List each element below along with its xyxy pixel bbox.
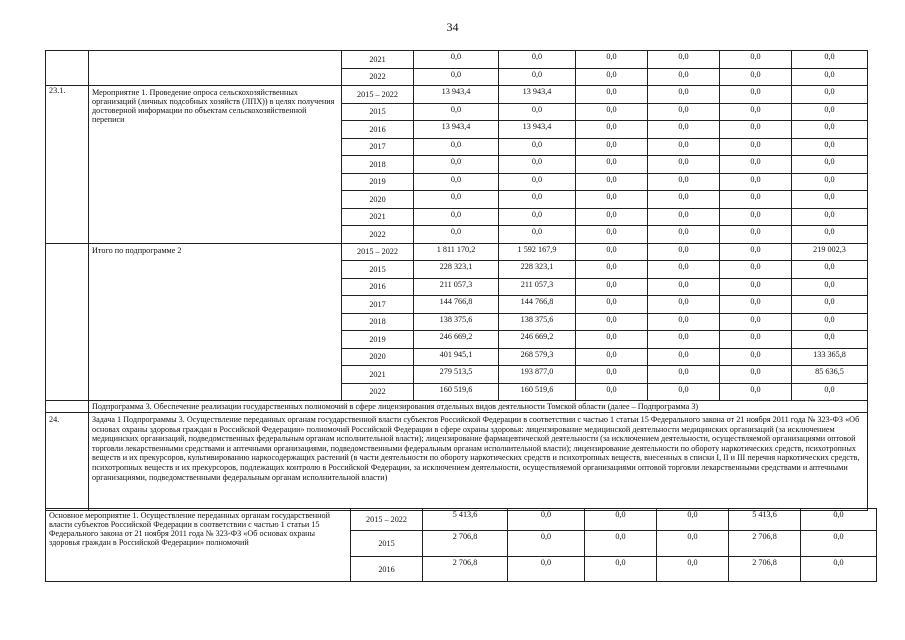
value-cell: 0,0 [657, 531, 729, 557]
value-cell: 138 375,6 [414, 313, 499, 331]
value-cell: 0,0 [585, 509, 657, 531]
value-cell: 0,0 [792, 261, 868, 279]
value-cell: 2 706,8 [729, 557, 801, 582]
value-cell: 193 877,0 [499, 366, 576, 384]
year-cell: 2016 [342, 121, 414, 139]
table-row [46, 243, 868, 261]
value-cell: 219 002,3 [792, 243, 868, 261]
value-cell: 0,0 [414, 68, 499, 86]
year-cell: 2019 [342, 173, 414, 191]
value-cell: 0,0 [801, 531, 877, 557]
value-cell: 0,0 [499, 173, 576, 191]
value-cell: 211 057,3 [414, 278, 499, 296]
value-cell: 0,0 [792, 278, 868, 296]
budget-table-lower [45, 508, 877, 582]
value-cell: 0,0 [576, 366, 648, 384]
value-cell: 0,0 [720, 366, 792, 384]
value-cell: 133 365,8 [792, 348, 868, 366]
value-cell: 0,0 [792, 191, 868, 209]
value-cell: 1 592 167,9 [499, 243, 576, 261]
value-cell: 0,0 [720, 191, 792, 209]
value-cell: 0,0 [648, 383, 720, 401]
value-cell: 0,0 [585, 531, 657, 557]
value-cell: 0,0 [585, 557, 657, 582]
number-cell: 24. [46, 413, 89, 511]
value-cell: 0,0 [414, 173, 499, 191]
value-cell: 0,0 [720, 296, 792, 314]
value-cell: 0,0 [499, 226, 576, 244]
value-cell: 0,0 [792, 383, 868, 401]
value-cell: 0,0 [720, 51, 792, 69]
value-cell: 13 943,4 [499, 121, 576, 139]
value-cell: 0,0 [720, 138, 792, 156]
value-cell: 0,0 [648, 173, 720, 191]
value-cell: 0,0 [792, 173, 868, 191]
total-label-cell: Итого по подпрограмме 2 [89, 243, 342, 401]
value-cell: 0,0 [576, 296, 648, 314]
value-cell: 0,0 [648, 366, 720, 384]
value-cell: 0,0 [801, 557, 877, 582]
value-cell: 0,0 [648, 331, 720, 349]
table-row [46, 51, 868, 69]
value-cell: 0,0 [576, 103, 648, 121]
value-cell: 0,0 [576, 313, 648, 331]
value-cell: 0,0 [648, 156, 720, 174]
value-cell: 13 943,4 [414, 86, 499, 104]
value-cell: 0,0 [720, 226, 792, 244]
number-cell [46, 51, 89, 86]
value-cell: 0,0 [648, 68, 720, 86]
value-cell: 13 943,4 [499, 86, 576, 104]
value-cell: 0,0 [648, 121, 720, 139]
value-cell: 0,0 [792, 296, 868, 314]
value-cell: 0,0 [720, 243, 792, 261]
number-cell [46, 243, 89, 401]
value-cell: 0,0 [576, 121, 648, 139]
value-cell: 246 669,2 [414, 331, 499, 349]
value-cell: 0,0 [648, 208, 720, 226]
year-cell: 2015 – 2022 [342, 86, 414, 104]
value-cell: 13 943,4 [414, 121, 499, 139]
year-cell: 2015 [351, 531, 423, 557]
year-cell: 2018 [342, 156, 414, 174]
value-cell: 0,0 [720, 86, 792, 104]
value-cell: 0,0 [576, 138, 648, 156]
value-cell: 0,0 [648, 278, 720, 296]
value-cell: 0,0 [576, 68, 648, 86]
value-cell: 0,0 [792, 156, 868, 174]
value-cell: 0,0 [792, 103, 868, 121]
value-cell: 2 706,8 [423, 531, 508, 557]
value-cell: 0,0 [648, 86, 720, 104]
value-cell: 0,0 [499, 51, 576, 69]
value-cell: 0,0 [414, 191, 499, 209]
value-cell: 0,0 [792, 86, 868, 104]
year-cell: 2022 [342, 226, 414, 244]
value-cell: 0,0 [508, 509, 585, 531]
value-cell: 160 519,6 [414, 383, 499, 401]
year-cell: 2022 [342, 68, 414, 86]
task-row [46, 413, 868, 511]
value-cell: 0,0 [576, 226, 648, 244]
year-cell: 2020 [342, 191, 414, 209]
value-cell: 0,0 [576, 243, 648, 261]
year-cell: 2021 [342, 366, 414, 384]
value-cell: 279 513,5 [414, 366, 499, 384]
value-cell: 0,0 [414, 51, 499, 69]
value-cell: 2 706,8 [423, 557, 508, 582]
value-cell: 0,0 [792, 138, 868, 156]
description-cell: Мероприятие 1. Проведение опроса сельскохозяйственных организаций (личных подсобных хозяйств (ЛПХ)) в целях получения достоверной информации по объектам сельскохозяйственной переписи [89, 86, 342, 244]
value-cell: 0,0 [414, 208, 499, 226]
task-description: Задача 1 Подпрограммы 3. Осуществление переданных органам государственной власти субъектов Российской Федерации в соответствии с частью 1 статьи 15 Федерального закона от 21 ноября 2011 года № 323-ФЗ «Об основах охраны здоровья граждан в Российской Федерации» полномочий Российской Федерации в сфере охраны здоровья: лицензирование медицинской деятельности медицинских организаций (за исключением медицинских организаций, подведомственных федеральным органам исполнительной власти); лицензирование фармацевтической деятельности (за исключением деятельности, осуществляемой организациями оптовой торговли лекарственными средствами и аптечными организациями, подведомственными федеральным органам исполнительной власти); лицензирование деятельности по обороту наркотических средств, психотропных веществ и их прекурсоров, культивированию наркосодержащих растений (в части деятельности по обороту наркотических средств и психотропных веществ, внесенных в списки I, II и III перечня наркотических средств, психотропных веществ и их прекурсоров, подлежащих контролю в Российской Федерации, за исключением деятельности, осуществляемой организациями оптовой торговли лекарственными средствами и аптечными организациями, подведомственными федеральным органам исполнительной власти) [89, 413, 868, 511]
budget-table-upper [45, 50, 868, 511]
value-cell: 0,0 [720, 278, 792, 296]
value-cell: 0,0 [414, 226, 499, 244]
number-cell [46, 401, 89, 413]
value-cell: 0,0 [648, 226, 720, 244]
page-number: 34 [446, 20, 459, 34]
value-cell: 0,0 [499, 208, 576, 226]
value-cell: 0,0 [720, 348, 792, 366]
value-cell: 0,0 [648, 313, 720, 331]
value-cell: 0,0 [720, 331, 792, 349]
value-cell: 268 579,3 [499, 348, 576, 366]
value-cell: 2 706,8 [729, 531, 801, 557]
value-cell: 0,0 [792, 313, 868, 331]
year-cell: 2015 – 2022 [342, 243, 414, 261]
year-cell: 2022 [342, 383, 414, 401]
value-cell: 144 766,8 [414, 296, 499, 314]
value-cell: 0,0 [720, 173, 792, 191]
value-cell: 0,0 [648, 51, 720, 69]
value-cell: 5 413,6 [729, 509, 801, 531]
value-cell: 0,0 [792, 226, 868, 244]
value-cell: 0,0 [576, 156, 648, 174]
year-cell: 2021 [342, 51, 414, 69]
description-cell: Основное мероприятие 1. Осуществление переданных органам государственной власти субъектов Российской Федерации в соответствии с частью 1 статьи 15 Федерального закона от 21 ноября 2011 года № 323-ФЗ «Об основах охраны здоровья граждан в Российской Федерации» полномочий [46, 509, 351, 582]
value-cell: 0,0 [576, 261, 648, 279]
value-cell: 160 519,6 [499, 383, 576, 401]
year-cell: 2015 [342, 103, 414, 121]
value-cell: 0,0 [801, 509, 877, 531]
value-cell: 0,0 [576, 278, 648, 296]
value-cell: 0,0 [576, 51, 648, 69]
value-cell: 0,0 [576, 348, 648, 366]
value-cell: 0,0 [720, 261, 792, 279]
value-cell: 0,0 [576, 191, 648, 209]
value-cell: 0,0 [576, 331, 648, 349]
value-cell: 228 323,1 [499, 261, 576, 279]
year-cell: 2021 [342, 208, 414, 226]
description-cell [89, 51, 342, 86]
value-cell: 5 413,6 [423, 509, 508, 531]
year-cell: 2020 [342, 348, 414, 366]
value-cell: 0,0 [414, 138, 499, 156]
value-cell: 0,0 [414, 103, 499, 121]
year-cell: 2019 [342, 331, 414, 349]
value-cell: 0,0 [720, 103, 792, 121]
year-cell: 2015 [342, 261, 414, 279]
value-cell: 0,0 [648, 103, 720, 121]
value-cell: 0,0 [657, 557, 729, 582]
year-cell: 2017 [342, 296, 414, 314]
value-cell: 0,0 [792, 51, 868, 69]
year-cell: 2018 [342, 313, 414, 331]
value-cell: 0,0 [720, 68, 792, 86]
value-cell: 0,0 [499, 138, 576, 156]
value-cell: 0,0 [508, 557, 585, 582]
value-cell: 0,0 [657, 509, 729, 531]
value-cell: 0,0 [720, 156, 792, 174]
value-cell: 0,0 [414, 156, 499, 174]
table-row [46, 509, 877, 531]
value-cell: 0,0 [499, 68, 576, 86]
value-cell: 0,0 [720, 121, 792, 139]
value-cell: 0,0 [792, 208, 868, 226]
value-cell: 0,0 [792, 121, 868, 139]
value-cell: 0,0 [648, 296, 720, 314]
value-cell: 85 636,5 [792, 366, 868, 384]
value-cell: 0,0 [720, 383, 792, 401]
subprogram-title: Подпрограмма 3. Обеспечение реализации государственных полномочий в сфере лицензирования отдельных видов деятельности Томской области (далее – Подпрограмма 3) [89, 401, 868, 413]
value-cell: 0,0 [792, 331, 868, 349]
value-cell: 0,0 [508, 531, 585, 557]
value-cell: 138 375,6 [499, 313, 576, 331]
value-cell: 0,0 [648, 243, 720, 261]
value-cell: 0,0 [576, 208, 648, 226]
value-cell: 0,0 [576, 173, 648, 191]
value-cell: 228 323,1 [414, 261, 499, 279]
value-cell: 0,0 [499, 191, 576, 209]
year-cell: 2017 [342, 138, 414, 156]
value-cell: 1 811 170,2 [414, 243, 499, 261]
value-cell: 0,0 [648, 261, 720, 279]
value-cell: 0,0 [576, 86, 648, 104]
year-cell: 2015 – 2022 [351, 509, 423, 531]
value-cell: 401 945,1 [414, 348, 499, 366]
year-cell: 2016 [351, 557, 423, 582]
value-cell: 0,0 [648, 348, 720, 366]
value-cell: 0,0 [648, 138, 720, 156]
value-cell: 211 057,3 [499, 278, 576, 296]
value-cell: 0,0 [499, 156, 576, 174]
table-row [46, 86, 868, 104]
value-cell: 0,0 [648, 191, 720, 209]
value-cell: 0,0 [720, 313, 792, 331]
value-cell: 0,0 [792, 68, 868, 86]
section-row [46, 401, 868, 413]
value-cell: 144 766,8 [499, 296, 576, 314]
value-cell: 0,0 [499, 103, 576, 121]
year-cell: 2016 [342, 278, 414, 296]
value-cell: 0,0 [576, 383, 648, 401]
number-cell: 23.1. [46, 86, 89, 244]
value-cell: 246 669,2 [499, 331, 576, 349]
value-cell: 0,0 [720, 208, 792, 226]
